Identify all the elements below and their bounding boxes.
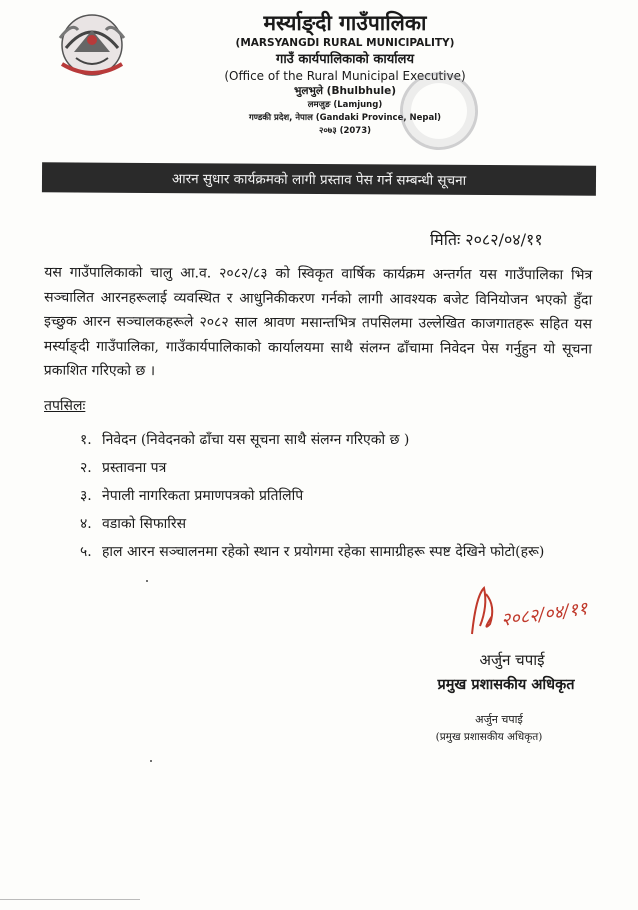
item-number: ३. bbox=[80, 488, 92, 504]
item-text: हाल आरन सञ्चालनमा रहेको स्थान र प्रयोगमा रहेका सामाग्रीहरू स्पष्ट देखिने फोटो(हरू) bbox=[102, 544, 545, 560]
item-number: २. bbox=[80, 460, 92, 476]
stamp-signatory-title: (प्रमुख प्रशासकीय अधिकृत) bbox=[435, 731, 543, 743]
item-text: प्रस्तावना पत्र bbox=[102, 460, 167, 476]
municipality-name-en: (MARSYANGDI RURAL MUNICIPALITY) bbox=[235, 37, 455, 49]
details-heading: तपसिलः bbox=[44, 398, 86, 414]
list-item bbox=[80, 426, 594, 454]
notice-banner bbox=[42, 162, 596, 195]
stamp-signatory-name: अर्जुन चपाई bbox=[475, 713, 523, 726]
list-item bbox=[80, 454, 594, 482]
speck bbox=[150, 760, 152, 762]
signatory-name: अर्जुन चपाई bbox=[479, 651, 545, 669]
speck bbox=[146, 580, 148, 582]
signatory-title: प्रमुख प्रशासकीय अधिकृत bbox=[437, 677, 575, 693]
notice-date: मितिः २०८२/०४/११ bbox=[430, 230, 543, 249]
item-number: ५. bbox=[80, 544, 92, 560]
municipality-name: मर्स्याङ्दी गाउँपालिका bbox=[263, 11, 427, 35]
list-item bbox=[80, 510, 594, 538]
letterhead bbox=[150, 10, 540, 138]
list-item bbox=[80, 538, 594, 566]
notice-body: यस गाउँपालिकाको चालु आ.व. २०८२/८३ को स्विकृत वार्षिक कार्यक्रम अन्तर्गत यस गाउँपालिका भित्र सञ्चालित आरनहरूलाई व्यवस्थित र आधुनिकीकरण गर्नको लागी आवश्यक बजेट विनियोजन भएको हुँदा इच्छुक आरन सञ्चालकहरूले २०८२ साल श्रावण मसान्तभित्र तपसिलमा उल्लेखित काजगातहरू सहित यस मर्स्याङ्दी गाउँपालिका, गाउँकार्यपालिकाको कार्यालयमा साथै संलग्न ढाँचामा निवेदन पेस गर्नुहुन यो सूचना प्रकाशित गरिएको छ । bbox=[43, 264, 593, 380]
handwritten-date: २०८२/०४/११ bbox=[499, 598, 589, 631]
page-edge-line bbox=[0, 899, 140, 900]
item-text: वडाको सिफारिस bbox=[102, 516, 187, 532]
office-name: गाउँ कार्यपालिकाको कार्यालय bbox=[276, 52, 414, 67]
office-name-en: (Office of the Rural Municipal Executive) bbox=[224, 69, 466, 83]
place-name: भुलभुले (Bhulbhule) bbox=[294, 85, 396, 97]
handwritten-signature bbox=[462, 576, 622, 646]
item-text: निवेदन (निवेदनको ढाँचा यस सूचना साथै संलग्न गरिएको छ ) bbox=[102, 432, 410, 448]
nepal-emblem-icon bbox=[52, 8, 132, 82]
established-year: २०७३ (2073) bbox=[318, 126, 372, 136]
notice-subject: आरन सुधार कार्यक्रमको लागी प्रस्ताव पेस गर्ने सम्बन्धी सूचना bbox=[171, 171, 467, 189]
item-number: ४. bbox=[80, 516, 92, 532]
list-item bbox=[80, 482, 594, 510]
requirements-list bbox=[80, 426, 594, 566]
province-name: गण्डकी प्रदेश, नेपाल (Gandaki Province, Nepal) bbox=[248, 113, 442, 123]
item-number: १. bbox=[80, 432, 92, 448]
item-text: नेपाली नागरिकता प्रमाणपत्रको प्रतिलिपि bbox=[102, 488, 304, 504]
district-name: लमजुङ (Lamjung) bbox=[307, 100, 383, 110]
